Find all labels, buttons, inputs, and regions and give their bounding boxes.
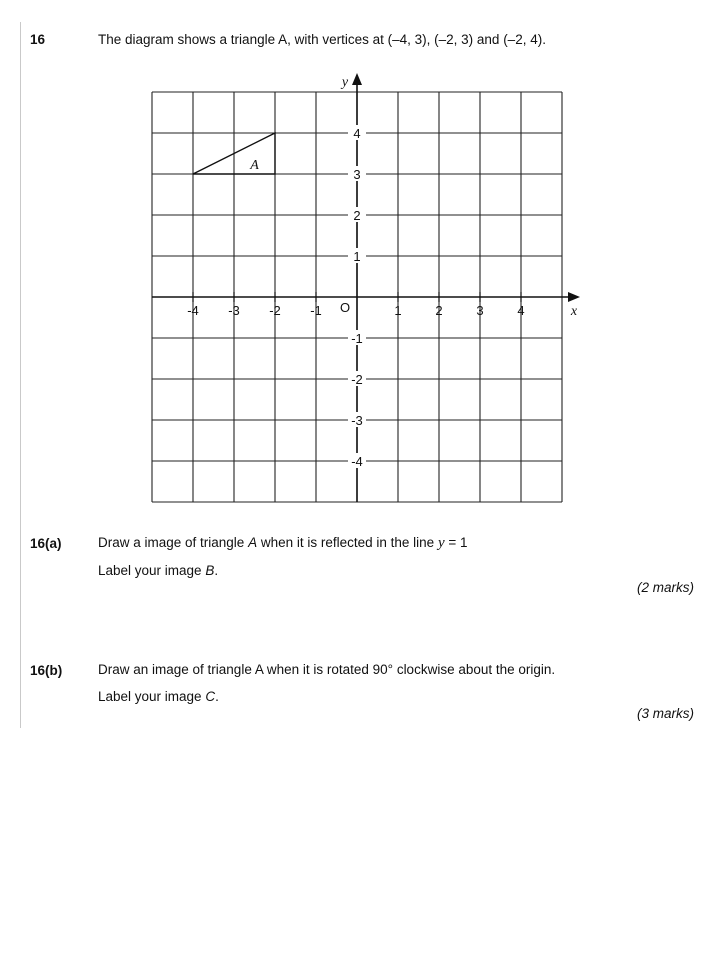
question-statement: The diagram shows a triangle A, with vertices at (–4, 3), (–2, 3) and (–2, 4). [98,32,546,47]
part-a-text [98,529,468,584]
x-tick-label: -4 [187,303,199,318]
y-tick-label: -4 [351,454,363,469]
y-axis-label: y [341,75,349,90]
part-b-marks: (3 marks) [637,706,694,721]
part-a-text-start: Draw a image of triangle [98,535,249,550]
part-b-label-instruction: Label your image [98,689,206,704]
axis-labels [187,75,578,469]
x-tick-label: 1 [394,303,402,318]
x-tick-label: 3 [476,303,484,318]
y-tick-label: 1 [353,249,361,264]
x-tick-label: -2 [269,303,281,318]
y-tick-label: 4 [353,126,361,141]
origin-label: O [339,300,351,315]
y-tick-label: 2 [353,208,361,223]
part-b-text [98,656,555,710]
part-a-image-var: B [205,563,215,578]
y-tick-label: -1 [351,331,363,346]
part-a-line-var: y [437,535,445,551]
x-tick-label: -1 [310,303,322,318]
y-tick-label: 3 [353,167,361,182]
y-tick-label: -2 [351,372,363,387]
part-a-text-mid: when it is reflected in the line [257,535,438,550]
triangle-a-label: A [250,157,259,173]
x-tick-label: -3 [228,303,240,318]
part-b-line-2 [98,683,555,710]
question-number: 16 [30,32,46,47]
x-tick-label: 4 [517,303,525,318]
part-a-period: . [214,563,219,578]
part-a-label-instruction: Label your image [98,563,206,578]
x-axis-label: x [570,304,578,319]
part-a-marks: (2 marks) [637,580,694,595]
part-a-line-1 [98,529,468,557]
part-a-triangle-var: A [248,535,258,550]
part-b-number: 16(b) [30,663,63,678]
x-axis-arrow [568,292,580,302]
y-axis-arrow [352,73,362,85]
x-tick-label: 2 [435,303,443,318]
part-b-image-var: C [205,689,216,704]
part-a-line-2 [98,557,468,584]
part-b-line-1: Draw an image of triangle A when it is rotated 90° clockwise about the origin. [98,662,556,677]
part-a-number: 16(a) [30,536,62,551]
y-tick-label: -3 [351,413,363,428]
part-a-line-eq: = 1 [444,535,468,550]
part-b-period: . [215,689,219,704]
